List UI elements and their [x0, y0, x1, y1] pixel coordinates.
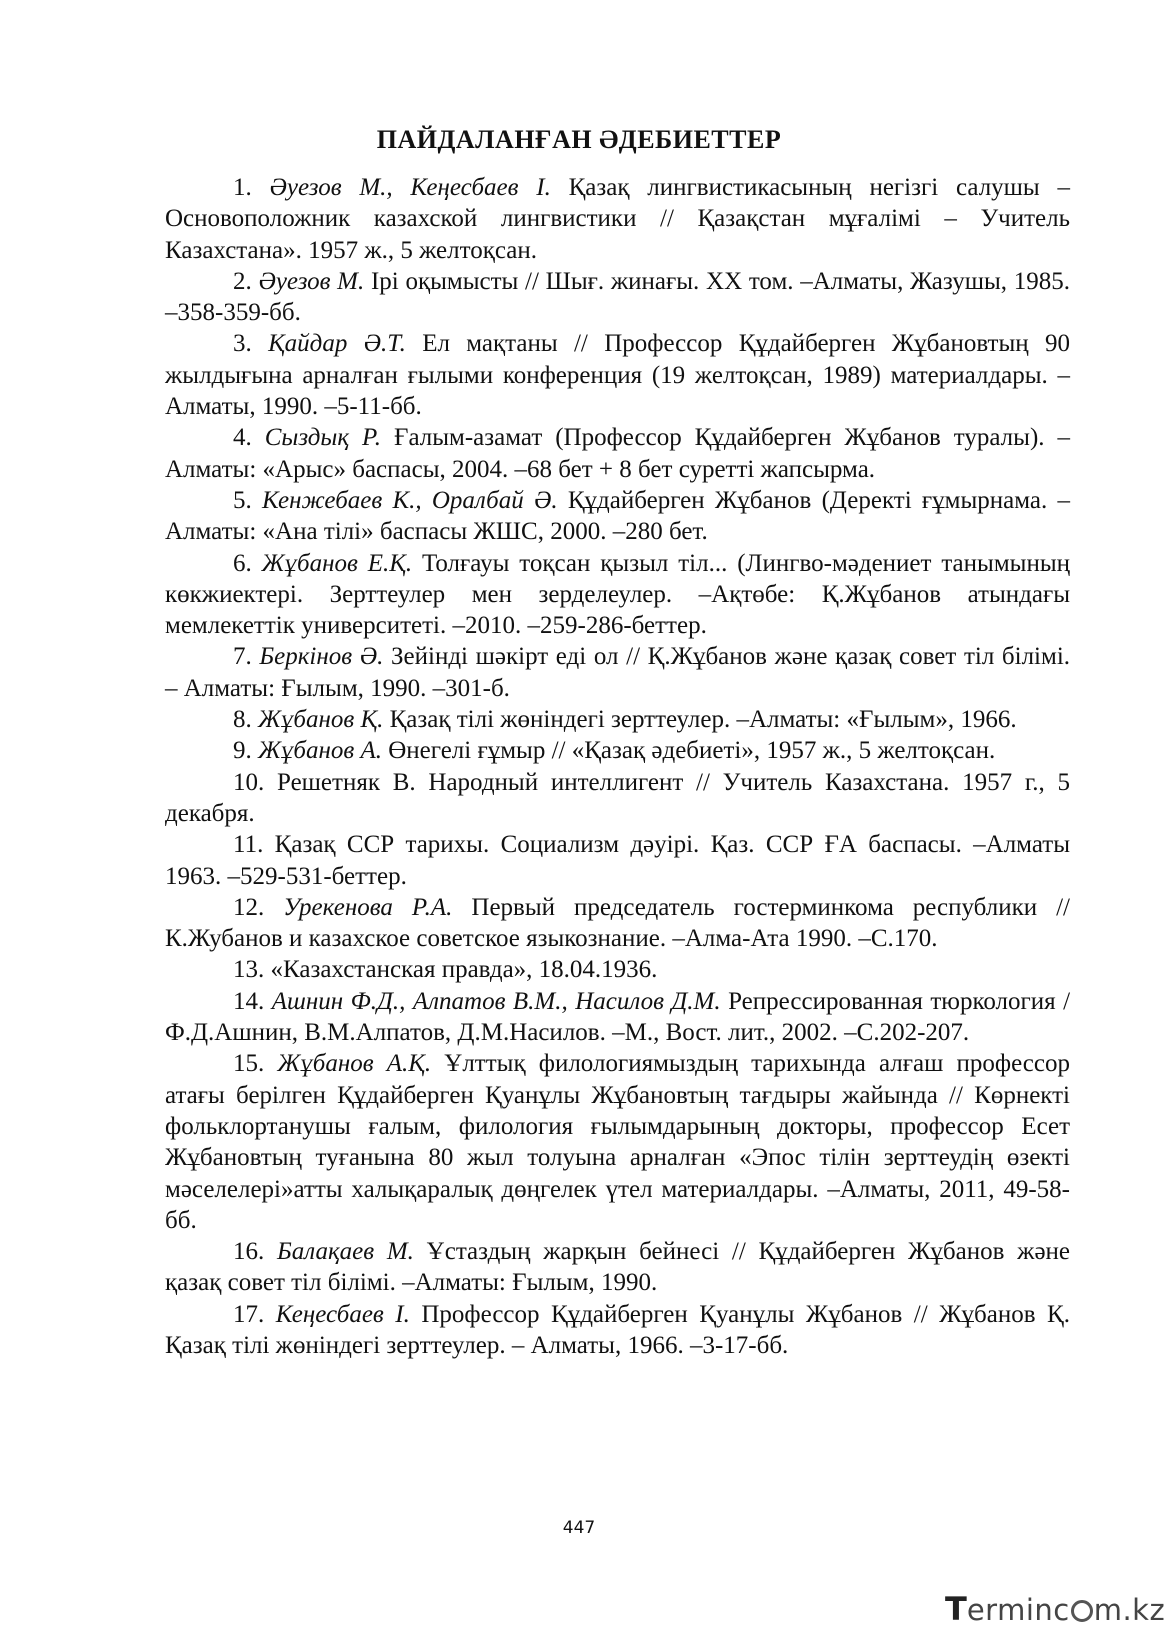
reference-item	[165, 328, 1070, 422]
reference-item	[165, 767, 1070, 830]
reference-item	[165, 548, 1070, 642]
reference-item	[165, 704, 1070, 735]
reference-text: Ел мақтаны // Профессор Құдайберген Жұбановтың 90 жылдығына арналған ғылыми конференция (19 желтоқсан, 1989) материалдары. –Алматы, 1990. –5-11-бб.	[165, 330, 1070, 421]
reference-text: Өнегелі ғұмыр // «Қазақ әдебиеті», 1957 ж., 5 желтоқсан.	[388, 737, 996, 765]
reference-number: 2.	[233, 267, 252, 295]
reference-text: Ғалым-азамат (Профессор Құдайберген Жұбанов туралы). –Алматы: «Арыс» баспасы, 2004. –68 бет + 8 бет суретті жапсырма.	[165, 424, 1070, 483]
reference-number: 11.	[233, 831, 264, 859]
watermark-circle-icon	[1071, 1600, 1093, 1622]
reference-text: Репрессированная тюркология / Ф.Д.Ашнин, В.М.Алпатов, Д.М.Насилов. –М., Вост. лит., 2002. –С.202-207.	[165, 987, 1071, 1047]
reference-authors: Әуезов М., Кеңесбаев І.	[269, 174, 551, 201]
reference-authors: Әуезов М.	[258, 267, 365, 295]
reference-item	[165, 1048, 1070, 1236]
watermark-t: T	[945, 1590, 967, 1628]
reference-number: 9.	[233, 737, 252, 765]
reference-item	[165, 1236, 1070, 1299]
reference-text: Ұлттық филологиямыздың тарихында алғаш профессор атағы берілген Құдайберген Қуанұлы Жұбановтың тағдыры жайында // Көрнекті фольклортанушы ғалым, филология ғылымдарының докторы, профессор Есет Жұбановтың туғанына 80 жыл толуына арналған «Эпос тілін зерттеудің өзекті мәселелері»атты халықаралық дөңгелек үтел материалдары. –Алматы, 2011, 49-58-бб.	[165, 1050, 1071, 1234]
reference-authors: Жұбанов Е.Қ.	[261, 549, 413, 577]
reference-number: 4.	[233, 424, 252, 452]
reference-text: Решетняк В. Народный интеллигент // Учитель Казахстана. 1957 г., 5 декабря.	[165, 768, 1070, 827]
reference-number: 13.	[233, 956, 265, 984]
reference-text: «Казахстанская правда», 18.04.1936.	[270, 956, 658, 984]
reference-number: 16.	[233, 1238, 265, 1266]
page-number: 447	[562, 1518, 596, 1538]
reference-authors: Урекенова Р.А.	[283, 893, 453, 921]
reference-item	[165, 485, 1070, 548]
reference-text: Құдайберген Жұбанов (Деректі ғұмырнама. –Алматы: «Ана тілі» баспасы ЖШС, 2000. –280 бет.	[165, 486, 1071, 546]
reference-item	[165, 266, 1070, 329]
reference-number: 5.	[233, 486, 252, 514]
reference-text: Қазақ лингвистикасының негізгі салушы – Основоположник казахской лингвистики // Қазақстан мұғалімі – Учитель Казахстана». 1957 ж., 5 желтоқсан.	[165, 174, 1070, 264]
reference-text: Профессор Құдайберген Қуанұлы Жұбанов // Жұбанов Қ. Қазақ тілі жөніндегі зерттеулер. – Алматы, 1966. –3-17-бб.	[165, 1300, 1070, 1359]
reference-text: Первый председатель гостерминкома республики // К.Жубанов и казахское советское языкознание. –Алма-Ата 1990. –С.170.	[165, 893, 1070, 953]
reference-number: 17.	[233, 1300, 265, 1328]
reference-text: Қазақ тілі жөніндегі зерттеулер. –Алматы: «Ғылым», 1966.	[389, 706, 1017, 734]
reference-item	[165, 1299, 1070, 1362]
reference-item	[165, 172, 1070, 266]
reference-authors: Кеңесбаев І.	[275, 1300, 410, 1328]
reference-authors: Кенжебаев К., Оралбай Ә.	[262, 486, 558, 514]
reference-number: 10.	[233, 768, 265, 796]
reference-authors: Қайдар Ә.Т.	[268, 330, 406, 358]
reference-authors: Жұбанов А.Қ.	[277, 1050, 432, 1078]
reference-item	[165, 892, 1070, 955]
reference-number: 12.	[233, 893, 265, 921]
reference-number: 1.	[233, 174, 252, 201]
reference-item	[165, 641, 1070, 704]
reference-text: Зейінді шәкірт еді ол // Қ.Жұбанов және қазақ совет тіл білімі. – Алматы: Ғылым, 1990. –301-б.	[165, 643, 1071, 702]
reference-authors: Беркінов Ә.	[259, 643, 384, 671]
reference-item	[165, 986, 1070, 1049]
reference-number: 6.	[233, 549, 252, 577]
reference-authors: Балақаев М.	[277, 1238, 414, 1266]
reference-text: Толғауы тоқсан қызыл тіл... (Лингво-мәдениет танымының көкжиектері. Зерттеулер мен зерделеулер. –Ақтөбе: Қ.Жұбанов атындағы мемлекеттік университеті. –2010. –259-286-беттер.	[165, 549, 1070, 640]
watermark-logo	[945, 1590, 1165, 1630]
reference-item	[165, 829, 1070, 892]
reference-number: 15.	[233, 1050, 265, 1078]
reference-number: 7.	[233, 643, 252, 671]
reference-item	[165, 422, 1070, 485]
reference-text: Ұстаздың жарқын бейнесі // Құдайберген Жұбанов және қазақ совет тіл білімі. –Алматы: Ғылым, 1990.	[165, 1238, 1071, 1297]
reference-number: 14.	[233, 987, 265, 1015]
reference-authors: Жұбанов А.	[258, 737, 382, 765]
reference-authors: Жұбанов Қ.	[258, 706, 384, 734]
reference-list	[165, 172, 1070, 1361]
reference-item	[165, 735, 1070, 766]
reference-text: Қазақ ССР тарихы. Социализм дәуірі. Қаз. ССР ҒА баспасы. –Алматы 1963. –529-531-беттер.	[165, 831, 1071, 890]
reference-authors: Сыздық Р.	[264, 424, 382, 452]
page-title: ПАЙДАЛАНҒАН ӘДЕБИЕТТЕР	[376, 125, 782, 155]
watermark-text-end: m.kz	[1093, 1593, 1165, 1627]
reference-number: 3.	[233, 330, 252, 358]
watermark-text-start: erminc	[966, 1593, 1070, 1627]
reference-text: Ірі оқымысты // Шығ. жинағы. ХХ том. –Алматы, Жазушы, 1985. –358-359-бб.	[165, 267, 1071, 327]
reference-number: 8.	[233, 706, 252, 734]
reference-item	[165, 954, 1070, 985]
reference-authors: Ашнин Ф.Д., Алпатов В.М., Насилов Д.М.	[271, 987, 721, 1015]
